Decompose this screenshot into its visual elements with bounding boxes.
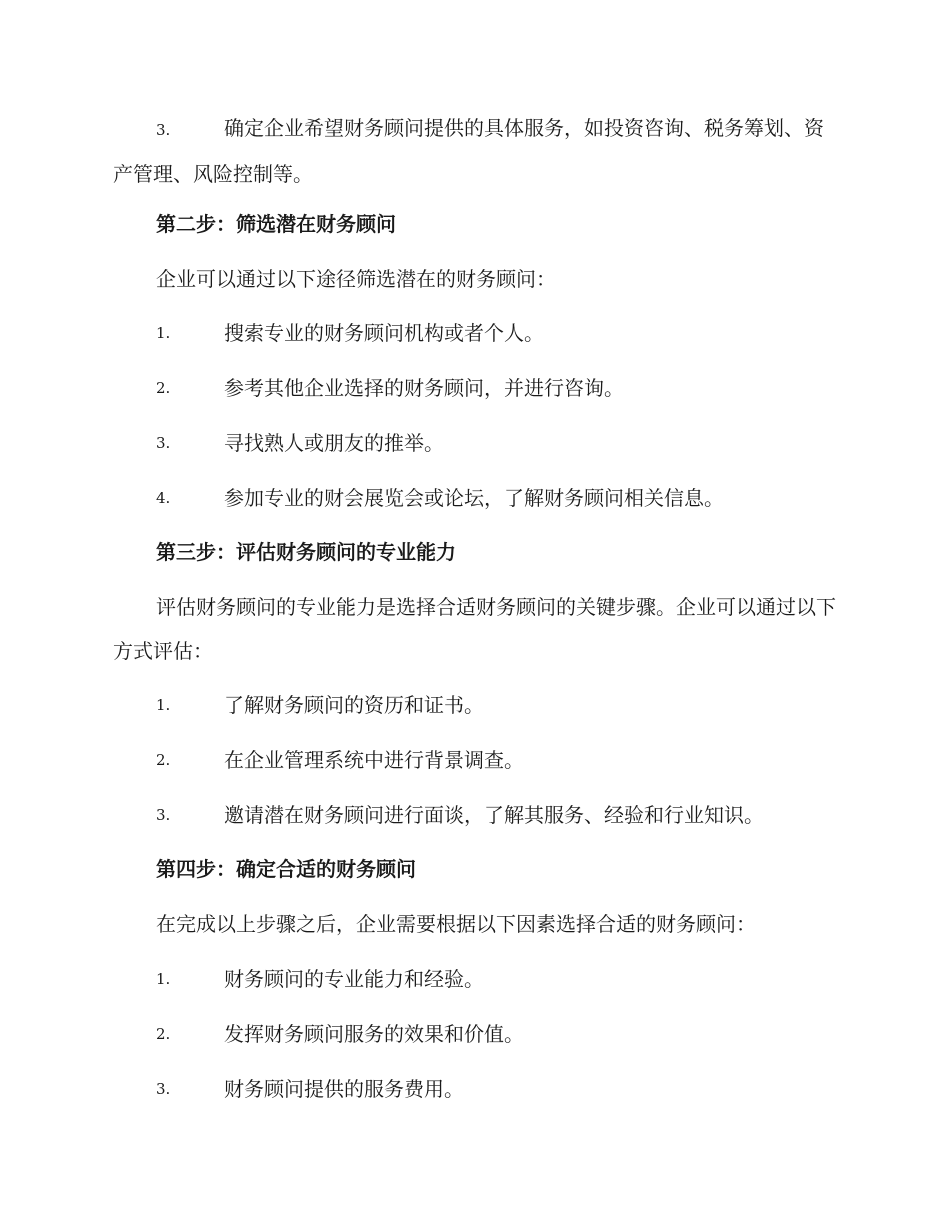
list-text: 在企业管理系统中进行背景调查。: [224, 748, 524, 772]
section-heading-step2: 第二步：筛选潜在财务顾问: [156, 212, 396, 236]
list-item: [156, 1013, 846, 1055]
list-number: 3.: [156, 434, 171, 452]
list-item: [156, 684, 846, 726]
list-number: 2.: [156, 1025, 171, 1043]
list-text: 搜索专业的财务顾问机构或者个人。: [224, 321, 544, 345]
list-text: 参考其他企业选择的财务顾问，并进行咨询。: [224, 376, 624, 400]
list-text: 寻找熟人或朋友的推举。: [224, 431, 444, 455]
list-number: 3.: [156, 806, 171, 824]
list-item: [156, 958, 846, 1000]
list-item: [156, 477, 846, 519]
list-number: 1.: [156, 970, 171, 988]
list-text: 财务顾问提供的服务费用。: [224, 1077, 464, 1101]
section-heading-step4: 第四步：确定合适的财务顾问: [156, 857, 416, 881]
list-number: 3.: [156, 121, 171, 139]
list-number: 2.: [156, 751, 171, 769]
list-item: [156, 1068, 846, 1110]
list-text: 财务顾问的专业能力和经验。: [224, 967, 484, 991]
list-item: [156, 739, 846, 781]
list-item: [113, 106, 838, 196]
list-text: 邀请潜在财务顾问进行面谈，了解其服务、经验和行业知识。: [224, 803, 764, 827]
paragraph: 评估财务顾问的专业能力是选择合适财务顾问的关键步骤。企业可以通过以下方式评估：: [113, 595, 836, 663]
paragraph: 企业可以通过以下途径筛选潜在的财务顾问：: [156, 267, 556, 291]
section-heading-step3: 第三步：评估财务顾问的专业能力: [156, 540, 456, 564]
list-item: [156, 367, 846, 409]
list-text: 发挥财务顾问服务的效果和价值。: [224, 1022, 524, 1046]
list-text: 确定企业希望财务顾问提供的具体服务，如投资咨询、税务筹划、资产管理、风险控制等。: [113, 116, 824, 186]
paragraph: 在完成以上步骤之后，企业需要根据以下因素选择合适的财务顾问：: [156, 912, 756, 936]
list-number: 1.: [156, 696, 171, 714]
list-text: 参加专业的财会展览会或论坛，了解财务顾问相关信息。: [224, 486, 724, 510]
list-number: 3.: [156, 1080, 171, 1098]
list-number: 1.: [156, 324, 171, 342]
list-item: [156, 794, 846, 836]
list-text: 了解财务顾问的资历和证书。: [224, 693, 484, 717]
list-item: [156, 312, 846, 354]
list-item: [156, 422, 846, 464]
list-number: 4.: [156, 489, 171, 507]
list-number: 2.: [156, 379, 171, 397]
